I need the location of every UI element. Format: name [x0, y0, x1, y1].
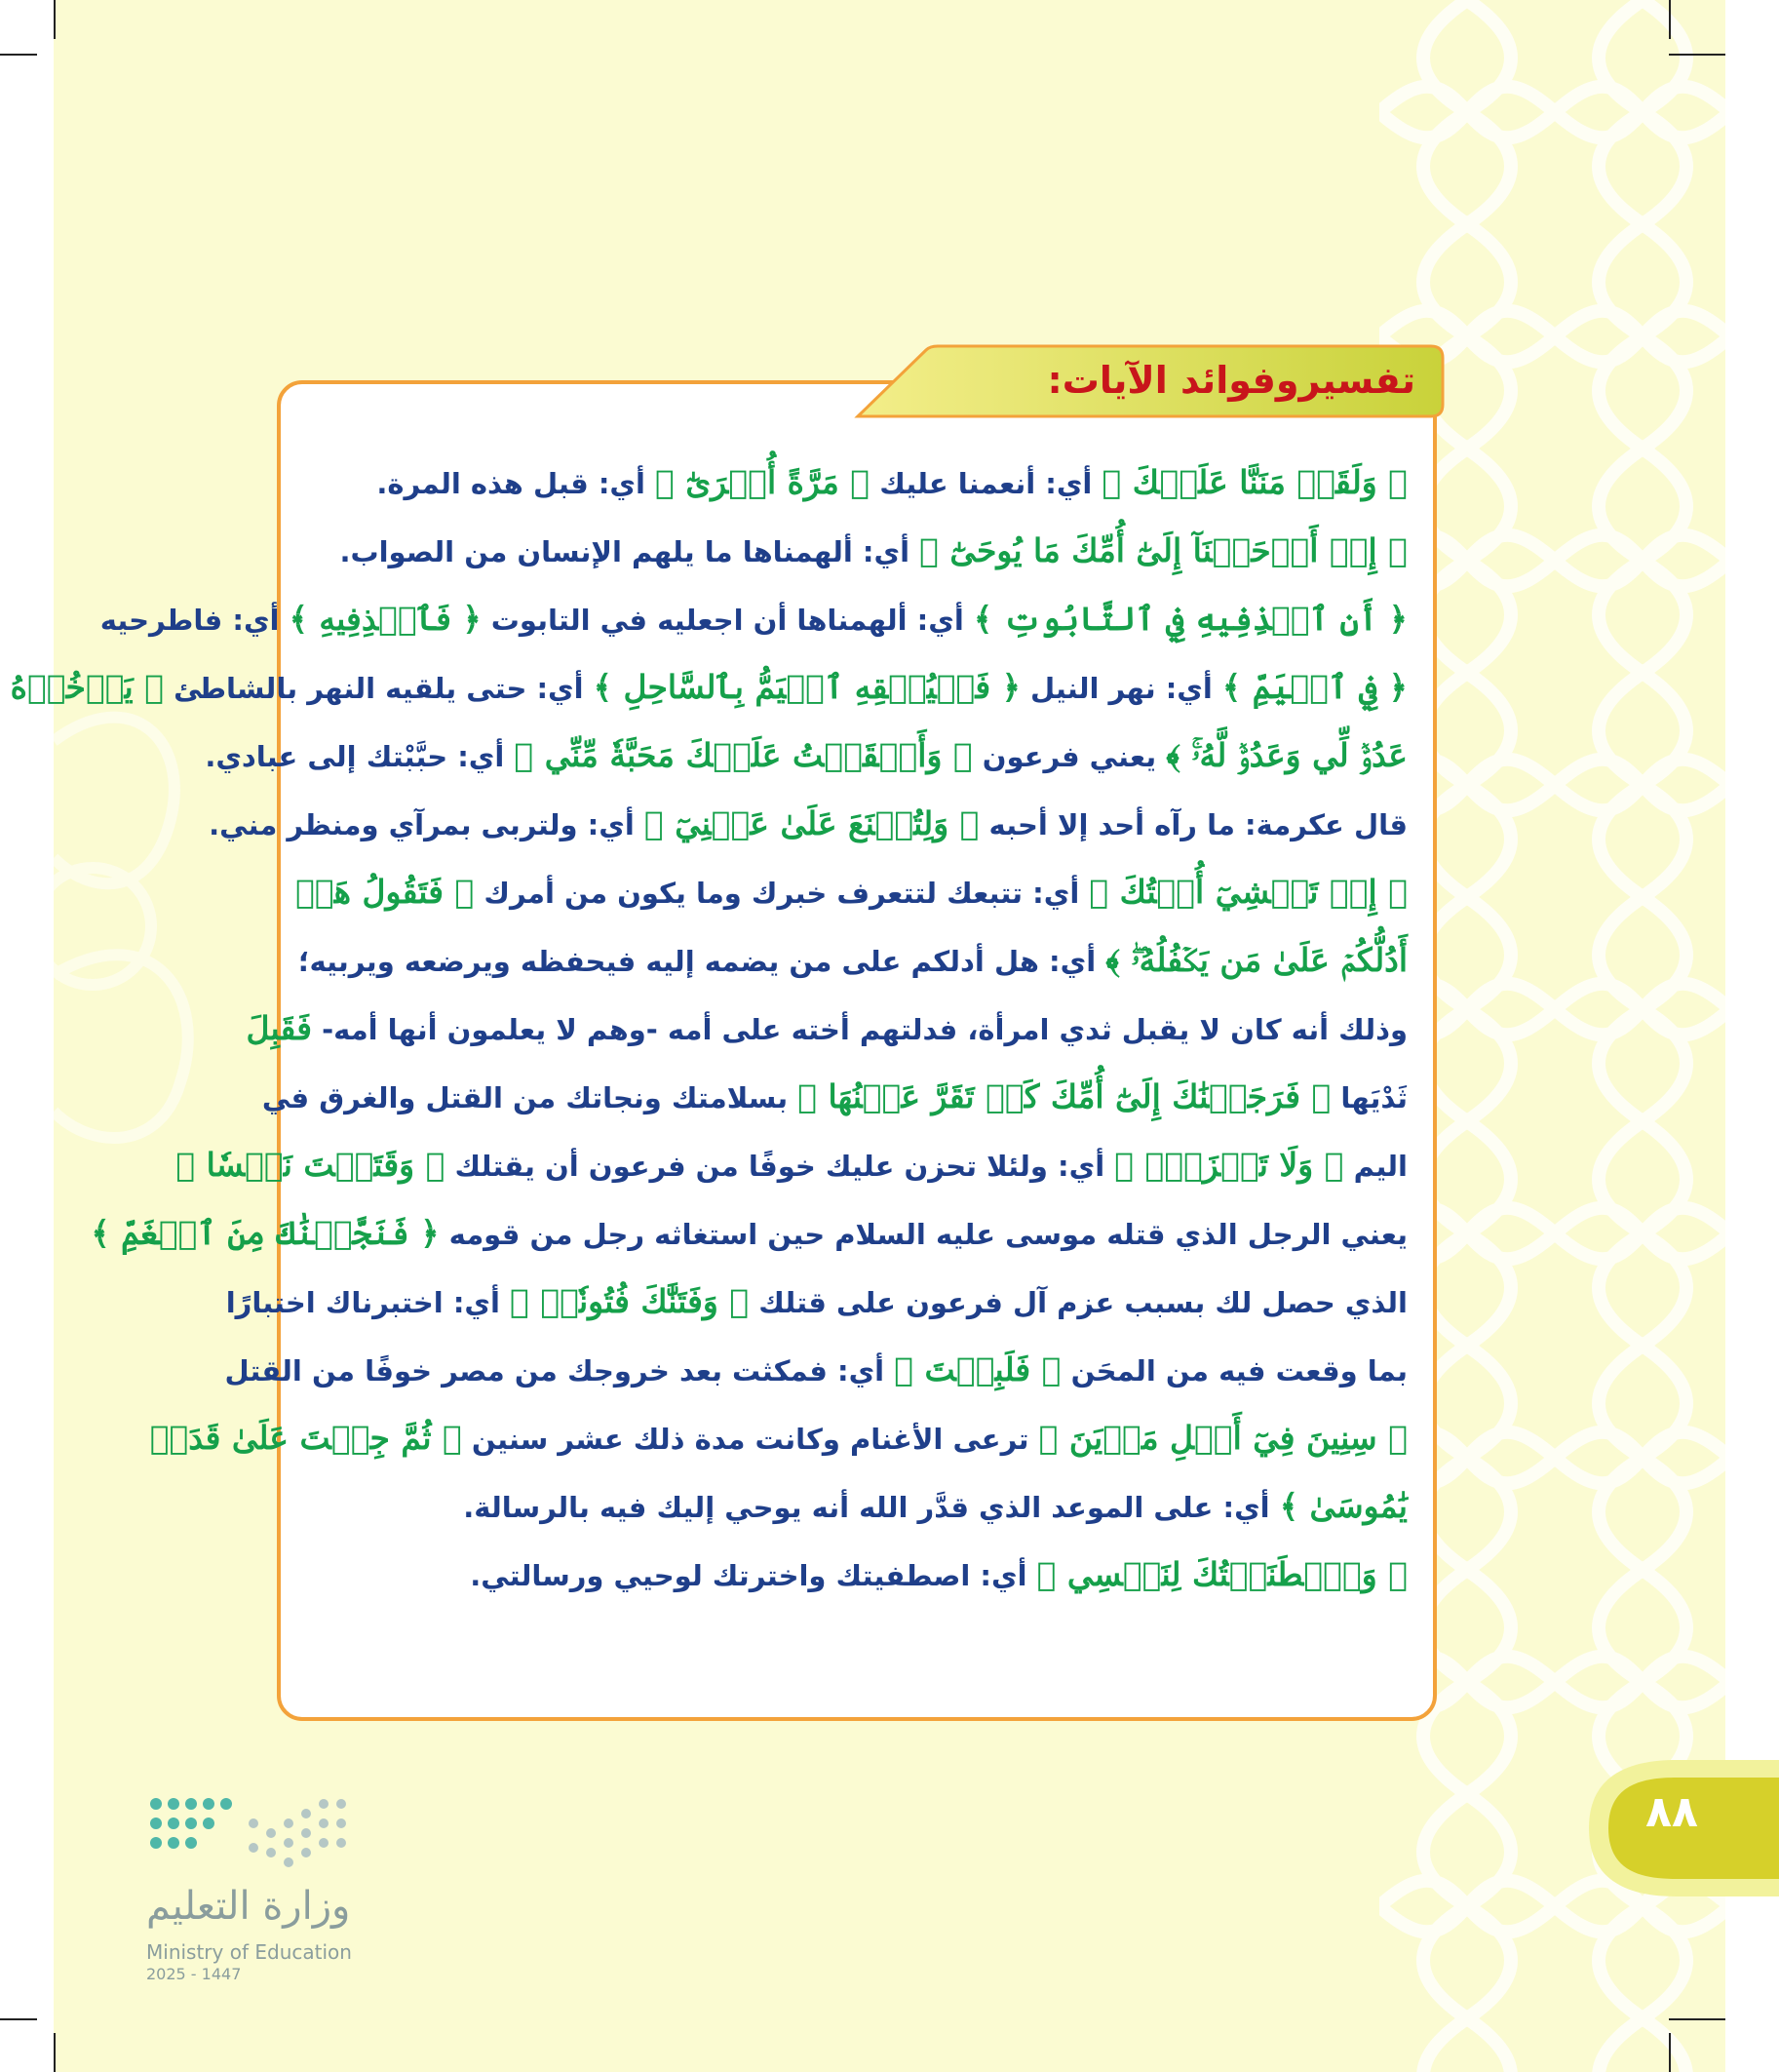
text-line: [295, 858, 1408, 926]
explanation-text: وذلك أنه كان لا يقبل ثدي امرأة، فدلتهم أخته على أمه -وهم لا يعلمون أنها أمه-: [311, 1013, 1408, 1046]
text-line: [224, 1336, 1408, 1404]
section-title-banner: [858, 346, 1443, 416]
text-line: [99, 585, 1408, 653]
quran-verse: عَدُوّٞ لِّي وَعَدُوّٞ لَّهُۥۚ ﴾: [1166, 736, 1408, 774]
explanation-text: بسلامتك ونجاتك من القتل والغرق في: [261, 1081, 798, 1114]
explanation-text: أي: حتى يلقيه النهر بالشاطئ: [164, 672, 594, 705]
text-line: [297, 926, 1408, 995]
explanation-text: أي: ألهمناها أن اجعليه في التابوت: [481, 604, 974, 637]
quran-verse: ﴿ مَرَّةً أُخۡرَىٰٓ ﴾: [655, 463, 870, 501]
crop-mark: [0, 54, 37, 56]
explanation-text: أي: أنعمنا عليك: [870, 467, 1102, 500]
text-line: [316, 1472, 1408, 1541]
text-line: [91, 1199, 1408, 1268]
quran-verse: فَقَبِلَ: [246, 1009, 312, 1047]
text-line: [316, 517, 1408, 585]
text-line: [316, 1541, 1408, 1609]
text-line: [261, 1063, 1408, 1131]
explanation-text: أي: قبل هذه المرة.: [376, 467, 656, 500]
explanation-text: أي: فاطرحيه: [99, 604, 290, 637]
crop-mark: [1669, 54, 1725, 56]
quran-verse: ﴿ أَنِ ٱقۡذِفِيهِ فِي ٱلتَّابُوتِ ﴾: [973, 600, 1408, 638]
text-line: [225, 1268, 1408, 1336]
explanation-text: أي: تتبعك لتتعرف خبرك وما يكون من أمرك: [474, 877, 1090, 910]
text-line: [316, 449, 1408, 517]
crop-mark: [54, 2033, 56, 2072]
quran-verse: ﴿ وَقَتَلۡتَ نَفۡسٗا ﴾: [175, 1146, 445, 1184]
text-line: [10, 653, 1408, 722]
explanation-text: يعني الرجل الذي قتله موسى عليه السلام حين استغاثه رجل من قومه: [439, 1218, 1408, 1251]
explanation-text: الذي حصل لك بسبب عزم آل فرعون على قتلك: [749, 1286, 1408, 1319]
explanation-text: أي: ولتربى بمرآي ومنظر مني.: [209, 808, 644, 841]
crop-mark: [1669, 2018, 1725, 2020]
crop-mark: [1669, 0, 1671, 39]
text-line: [175, 1131, 1408, 1199]
logo-dots-icon: [146, 1794, 361, 1872]
quran-verse: ﴿ سِنِينَ فِيٓ أَهۡلِ مَدۡيَنَ ﴾: [1038, 1419, 1408, 1457]
quran-verse: ﴿ يَأۡخُذۡهُ: [10, 668, 165, 706]
explanation-text: بما وقعت فيه من المحَن: [1061, 1354, 1408, 1388]
section-title: تفسيروفوائد الآيات:: [1047, 359, 1415, 402]
text-line: [246, 995, 1408, 1063]
logo-english: Ministry of Education: [146, 1940, 352, 1964]
explanation-text: أي: اختبرناك اختبارًا: [225, 1286, 511, 1319]
quran-verse: ﴿ فَرَجَعۡنَٰكَ إِلَىٰٓ أُمِّكَ كَيۡ تَقَرَّ عَيۡنُهَا ﴾: [797, 1077, 1332, 1115]
page-number-badge: [1550, 1750, 1779, 1906]
explanation-text: ثَدْيَها: [1331, 1081, 1408, 1114]
explanation-text: أي: على الموعد الذي قدَّر الله أنه يوحي إليك فيه بالرسالة.: [463, 1491, 1280, 1524]
crop-mark: [54, 0, 56, 39]
explanation-text: قال عكرمة: ما رآه أحد إلا أحبه: [979, 808, 1408, 841]
explanation-text: أي: هل أدلكم على من يضمه إليه فيحفظه ويرضعه ويربيه؛: [297, 945, 1106, 978]
quran-verse: ﴿ وَٱصۡطَنَعۡتُكَ لِنَفۡسِي ﴾: [1036, 1555, 1408, 1593]
quran-verse: ﴿ إِذۡ تَمۡشِيٓ أُخۡتُكَ ﴾: [1089, 873, 1408, 911]
quran-verse: ﴿ وَلَقَدۡ مَنَنَّا عَلَيۡكَ ﴾: [1102, 463, 1408, 501]
explanation-text: أي: نهر النيل: [1020, 672, 1222, 705]
explanation-text: أي: ألهمناها ما يلهم الإنسان من الصواب.: [339, 535, 920, 568]
quran-verse: ﴿ فَٱقۡذِفِيهِ ﴾: [289, 600, 482, 638]
ministry-logo: [146, 1794, 400, 1989]
explanation-text: أي: فمكثت بعد خروجك من مصر خوفًا من القتل: [224, 1354, 895, 1388]
quran-verse: ﴿ فَلَبِثۡتَ ﴾: [894, 1350, 1062, 1388]
explanation-text: اليم: [1343, 1150, 1408, 1183]
text-line: [209, 790, 1408, 858]
quran-verse: ﴿ ثُمَّ جِئۡتَ عَلَىٰ قَدَرٖ: [149, 1419, 462, 1457]
tafsir-text: [10, 449, 1408, 1609]
quran-verse: ﴿ فِي ٱلۡيَمِّ ﴾: [1221, 668, 1408, 706]
quran-verse: ﴿ وَأَلۡقَيۡتُ عَلَيۡكَ مَحَبَّةٗ مِّنِّي ﴾: [514, 736, 973, 774]
quran-verse: ﴿ وَلِتُصۡنَعَ عَلَىٰ عَيۡنِيٓ ﴾: [643, 804, 980, 842]
page-number: ٨٨: [1645, 1787, 1698, 1837]
quran-verse: يَٰمُوسَىٰ ﴾: [1279, 1487, 1408, 1525]
text-line: [149, 1404, 1408, 1472]
quran-verse: ﴿ وَفَتَنَّٰكَ فُتُونٗاۚ ﴾: [510, 1282, 750, 1320]
text-line: [205, 722, 1408, 790]
quran-verse: ﴿ إِذۡ أَوۡحَيۡنَآ إِلَىٰٓ أُمِّكَ مَا يُوحَىٰٓ ﴾: [919, 531, 1408, 569]
explanation-text: أي: ولئلا تحزن عليك خوفًا من فرعون أن يقتلك: [445, 1150, 1115, 1183]
explanation-text: أي: اصطفيتك واخترتك لوحيي ورسالتي.: [470, 1559, 1037, 1592]
crop-mark: [1669, 2033, 1671, 2072]
quran-verse: أَدُلُّكُمۡ عَلَىٰ مَن يَكۡفُلُهُۥۖ ﴾: [1105, 941, 1408, 979]
quran-verse: ﴿ فَلۡيُلۡقِهِ ٱلۡيَمُّ بِٱلسَّاحِلِ ﴾: [593, 668, 1021, 706]
explanation-text: ترعى الأغنام وكانت مدة ذلك عشر سنين: [461, 1423, 1039, 1456]
crop-mark: [0, 2018, 37, 2020]
explanation-text: يعني فرعون: [972, 740, 1167, 773]
logo-year: 2025 - 1447: [146, 1965, 242, 1983]
quran-verse: ﴿ وَلَا تَحۡزَنَۚ ﴾: [1114, 1146, 1344, 1184]
logo-arabic: وزارة التعليم: [146, 1884, 351, 1929]
explanation-text: أي: حبَّبْتك إلى عبادي.: [205, 740, 515, 773]
quran-verse: ﴿ فَنَجَّيۡنَٰكَ مِنَ ٱلۡغَمِّ ﴾: [91, 1214, 440, 1252]
quran-verse: ﴿ فَتَقُولُ هَلۡ: [295, 873, 475, 911]
